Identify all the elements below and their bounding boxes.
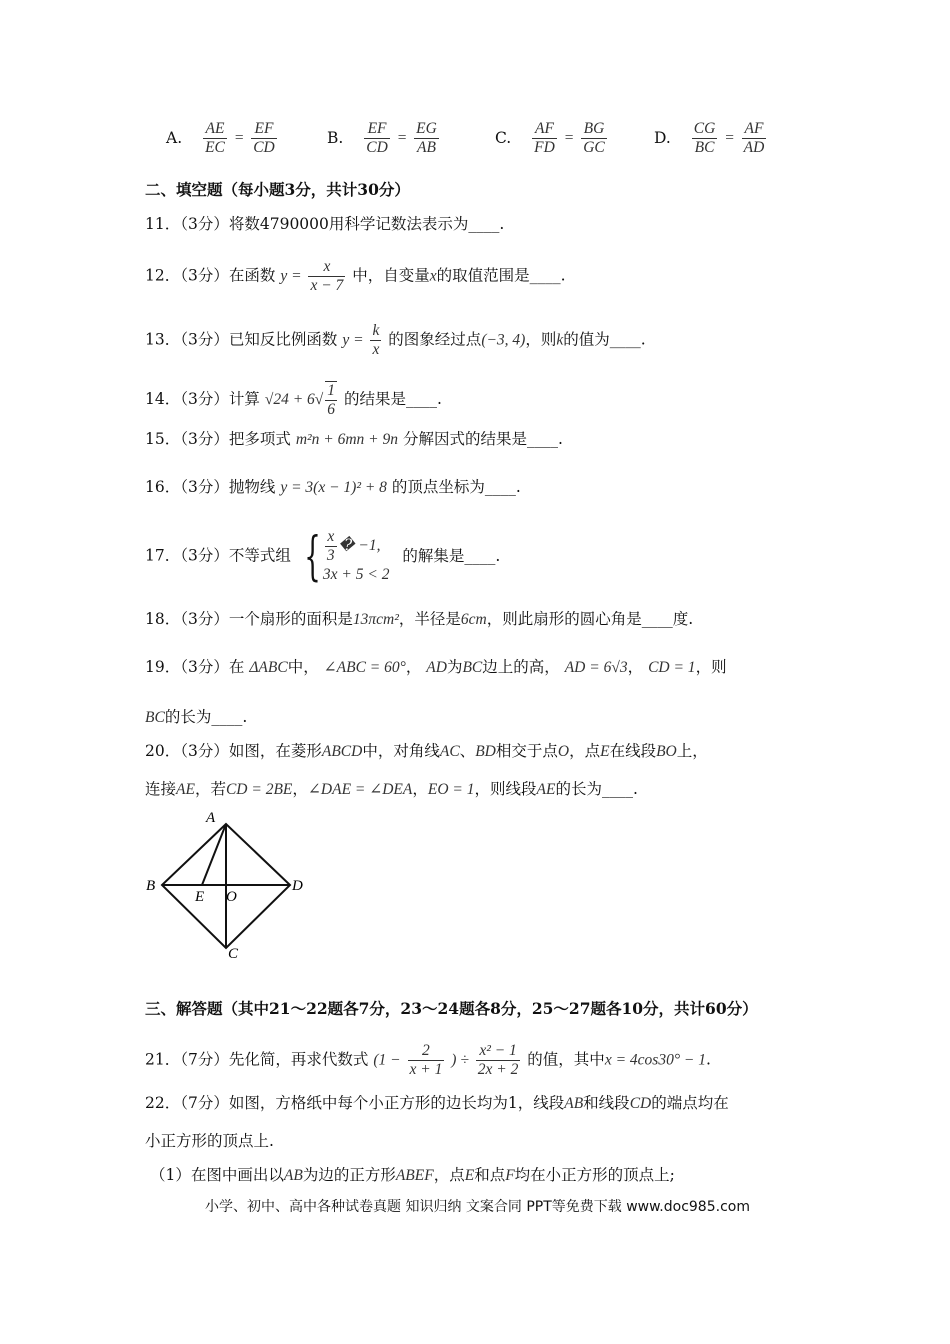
label-o: O bbox=[226, 889, 237, 905]
question-20: 20．（3分）如图，在菱形ABCD中，对角线AC、BD相交于点O，点E在线段BO上， bbox=[145, 742, 708, 760]
fraction: $\frac{2}{x + 1}$ bbox=[409, 1042, 443, 1078]
question-19-cont: BC的长为____. bbox=[145, 708, 248, 726]
label-c: C bbox=[228, 946, 239, 962]
question-15: 15．（3分）把多项式 m²n + 6mn + 9n 分解因式的结果是____. bbox=[145, 430, 563, 448]
option-d: D. $\frac{CG}{BC}$ = $\frac{AF}{AD}$ bbox=[654, 120, 765, 156]
question-11: 11．（3分）将数4790000用科学记数法表示为____. bbox=[145, 215, 505, 233]
fraction: $\frac{1}{6}$ bbox=[327, 382, 336, 418]
page-footer: 小学、初中、高中各种试卷真题 知识归纳 文案合同 PPT等免费下载 www.doc985.com bbox=[205, 1199, 750, 1215]
rhombus-figure bbox=[140, 808, 320, 963]
label-d: D bbox=[292, 878, 303, 894]
question-22-cont: 小正方形的顶点上. bbox=[145, 1132, 274, 1150]
fraction: $\frac{k}{x}$ bbox=[372, 322, 380, 358]
question-20-cont: 连接AE，若CD = 2BE，∠DAE = ∠DEA，EO = 1，则线段AE的长为____. bbox=[145, 780, 638, 798]
fraction: $\frac{EG}{AB}$ bbox=[416, 120, 437, 156]
label-a: A bbox=[206, 810, 216, 826]
fraction: $\frac{\text{x² − 1}}{2x + 2}$ bbox=[477, 1042, 519, 1078]
section-title: 二、填空题（每小题3分，共计30分） bbox=[145, 180, 410, 199]
option-b: B. $\frac{EF}{CD}$ = $\frac{EG}{AB}$ bbox=[327, 120, 437, 156]
question-22-part-1: （1）在图中画出以AB为边的正方形ABEF，点E和点F均在小正方形的顶点上; bbox=[150, 1166, 675, 1184]
fraction: $\frac{AF}{FD}$ bbox=[534, 120, 555, 156]
fraction: $\frac{EF}{CD}$ bbox=[253, 120, 275, 156]
option-c: C. $\frac{AF}{FD}$ = $\frac{BG}{GC}$ bbox=[495, 120, 605, 156]
brace: { bbox=[304, 526, 321, 587]
question-17: 17．（3分）不等式组 { $\frac{x}{3}$ � −1, 3x + 5 < 2 的解集是____. bbox=[145, 526, 501, 587]
fraction: $\frac{AE}{EC}$ bbox=[205, 120, 225, 156]
section-title: 三、解答题（其中21～22题各7分，23～24题各8分，25～27题各10分，共计60分） bbox=[145, 999, 758, 1018]
option-a: A. $\frac{AE}{EC}$ = $\frac{EF}{CD}$ bbox=[166, 120, 275, 156]
question-22: 22．（7分）如图，方格纸中每个小正方形的边长均为1，线段AB和线段CD的端点均在 bbox=[145, 1094, 729, 1112]
fraction: $\frac{x}{x - 7}$ bbox=[310, 258, 344, 294]
question-21: 21．（7分）先化简，再求代数式 (1 − $\frac{2}{x + 1}$ ) ÷ $\frac{\text{x² − 1}}{2x + 2}$ 的值，其中x = 4cos30° − 1. bbox=[145, 1042, 711, 1078]
fraction: $\frac{BG}{GC}$ bbox=[583, 120, 605, 156]
question-18: 18．（3分）一个扇形的面积是13πcm²，半径是6cm，则此扇形的圆心角是____度. bbox=[145, 610, 694, 628]
fraction: $\frac{AF}{AD}$ bbox=[743, 120, 765, 156]
label-e: E bbox=[195, 889, 205, 905]
inequality-system: $\frac{x}{3}$ � −1, 3x + 5 < 2 bbox=[322, 528, 390, 583]
fraction: $\frac{EF}{CD}$ bbox=[366, 120, 388, 156]
question-12: 12．（3分）在函数 y = $\frac{x}{x - 7}$ 中，自变量x的取值范围是____. bbox=[145, 258, 566, 294]
segment-ae bbox=[202, 824, 226, 885]
question-16: 16．（3分）抛物线 y = 3(x − 1)² + 8 的顶点坐标为____. bbox=[145, 478, 521, 496]
label-b: B bbox=[146, 878, 156, 894]
question-19: 19．（3分）在 ΔABC中， ∠ABC = 60°， AD为BC边上的高， AD = 6√3， CD = 1，则 bbox=[145, 658, 727, 676]
fraction: $\frac{CG}{BC}$ bbox=[693, 120, 716, 156]
question-13: 13．（3分）已知反比例函数 y = $\frac{k}{x}$ 的图象经过点(−3, 4)，则k的值为____. bbox=[145, 322, 646, 358]
question-14: 14．（3分）计算 √24 + 6√ $\frac{1}{6}$ 的结果是____. bbox=[145, 382, 442, 418]
